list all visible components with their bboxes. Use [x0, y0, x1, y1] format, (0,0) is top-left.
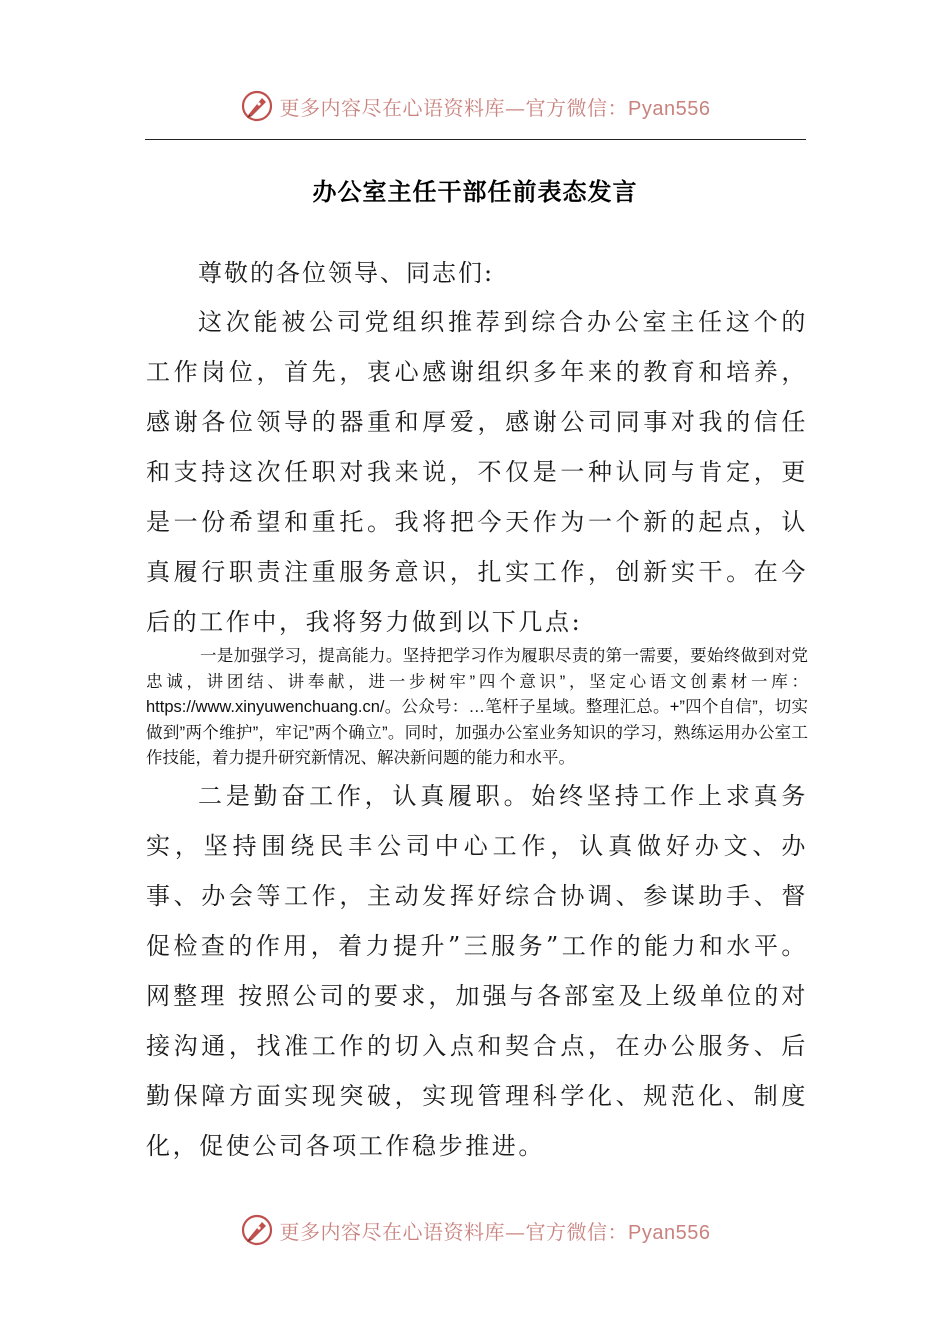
banner-text: 更多内容尽在心语资料库—官方微信：Pyan556: [279, 95, 711, 120]
pen-nib-logo-icon: [240, 89, 274, 123]
document-title: 办公室主任干部任前表态发言: [312, 177, 638, 206]
header-divider: [145, 139, 806, 140]
pen-nib-logo-icon: [240, 1213, 274, 1247]
wechat-id: Pyan556: [628, 1221, 711, 1244]
header-banner: [0, 86, 950, 126]
banner-text: 更多内容尽在心语资料库—官方微信：Pyan556: [279, 1219, 711, 1244]
paragraph-point-one: 一是加强学习，提高能力。坚持把学习作为履职尽责的第一需要，要始终做到对党忠诚，讲团结、讲奉献，进一步树牢”四个意识”，坚定心语文创素材一库：https://www.xinyuwenchuang.cn/。公众号：…笔杆子星域。整理汇总。+”四个自信”，切实做到”两个维护”，牢记”两个确立”。同时，加强办公室业务知识的学习，熟练运用办公室工作技能，着力提升研究新情况、解决新问题的能力和水平。: [146, 647, 808, 767]
paragraph-intro: 这次能被公司党组织推荐到综合办公室主任这个的工作岗位，首先，衷心感谢组织多年来的教育和培养，感谢各位领导的器重和厚爱，感谢公司同事对我的信任和支持这次任职对我来说，不仅是一种认同与肯定，更是一份希望和重托。我将把今天作为一个新的起点，认真履行职责注重服务意识，扎实工作，创新实干。在今后的工作中，我将努力做到以下几点:: [146, 308, 808, 636]
paragraph-point-two: 二是勤奋工作，认真履职。始终坚持工作上求真务实，坚持围绕民丰公司中心工作，认真做好办文、办事、办会等工作，主动发挥好综合协调、参谋助手、督促检查的作用，着力提升”三服务”工作的能力和水平。 网整理 按照公司的要求，加强与各部室及上级单位的对接沟通，找准工作的切入点和契合点，在办公服务、后勤保障方面实现突破，实现管理科学化、规范化、制度化，促使公司各项工作稳步推进。: [146, 782, 808, 1160]
wechat-id: Pyan556: [628, 97, 711, 120]
greeting: 尊敬的各位领导、同志们:: [198, 259, 495, 287]
footer-banner: [0, 1210, 950, 1250]
